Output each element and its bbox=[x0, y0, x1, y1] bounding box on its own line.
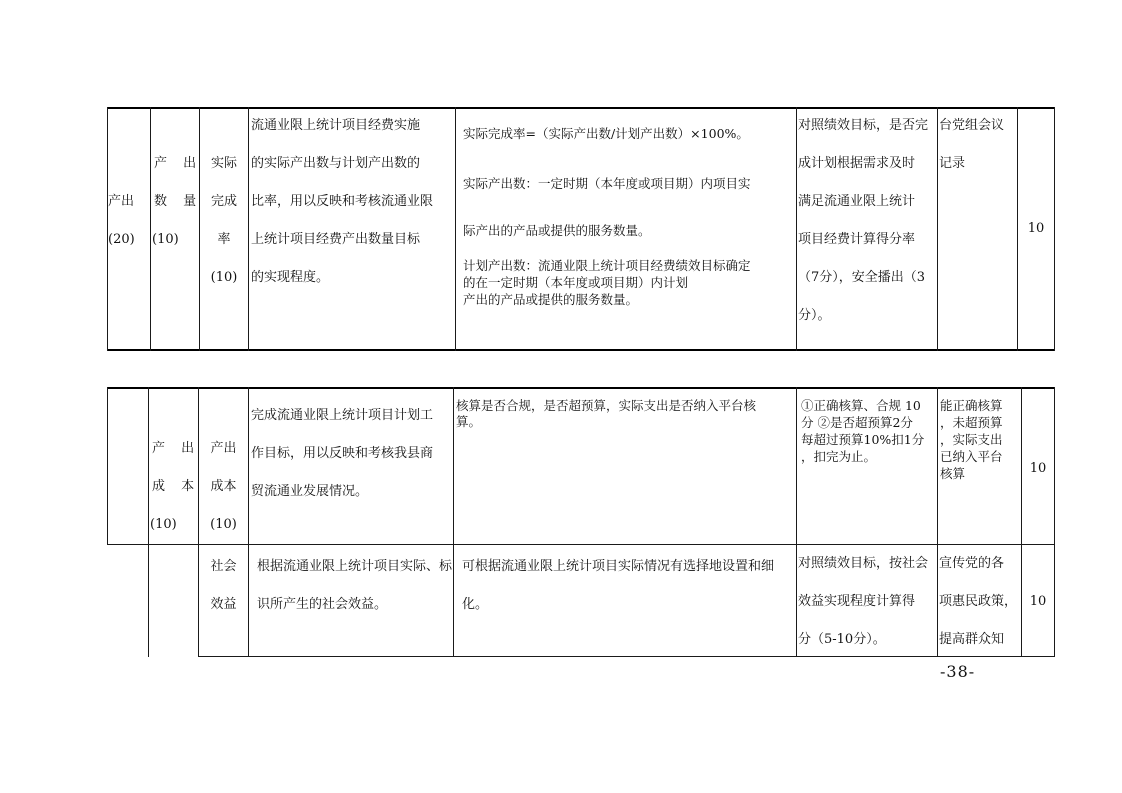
score-value: 10 bbox=[1027, 221, 1045, 236]
table1-col-line bbox=[248, 107, 249, 351]
cost-label-line: 成 本 bbox=[152, 479, 201, 494]
table1-bottom-border bbox=[107, 349, 1055, 351]
social-indicator-line: 社会 bbox=[210, 559, 237, 574]
scoring-standard: （7分），安全播出（3 bbox=[798, 270, 926, 285]
scoring-standard: 满足流通业限上统计 bbox=[798, 194, 916, 209]
table2-col-line bbox=[107, 387, 108, 545]
table1-col-line bbox=[937, 107, 938, 351]
scoring-standard: 对照绩效目标，是否完 bbox=[798, 118, 929, 133]
cost-formula: 核算是否合规，是否超预算，实际支出是否纳入平台核 bbox=[456, 398, 757, 413]
table1-col-line bbox=[199, 107, 200, 351]
formula-text: 实际完成率=（实际产出数/计划产出数）×100%。 bbox=[463, 126, 749, 141]
cost-standard: ，扣完为止。 bbox=[801, 449, 877, 464]
indicator-description: 的实现程度。 bbox=[251, 270, 330, 285]
social-formula: 可根据流通业限上统计项目实际情况有选择地设置和细 bbox=[462, 559, 775, 574]
table2-col-line bbox=[796, 387, 797, 657]
cost-indicator-line: 产出 bbox=[210, 441, 237, 456]
cost-evidence: ，实际支出 bbox=[940, 432, 1003, 447]
cost-formula: 算。 bbox=[456, 414, 482, 429]
scoring-standard: 项目经费计算得分率 bbox=[798, 232, 916, 247]
table2-col-line bbox=[148, 387, 149, 657]
indicator-description: 上统计项目经费产出数量目标 bbox=[251, 232, 421, 247]
table2-col-line bbox=[453, 387, 454, 657]
scoring-standard: 成计划根据需求及时 bbox=[798, 156, 916, 171]
table1-col-line bbox=[107, 107, 108, 351]
page-number: -38- bbox=[940, 662, 976, 681]
formula-text: 实际产出数：一定时期（本年度或项目期）内项目实 bbox=[463, 176, 751, 191]
indicator-score: (10) bbox=[210, 270, 238, 285]
cost-standard: ①正确核算、合规 10 bbox=[801, 398, 921, 413]
cost-score-value: 10 bbox=[1029, 461, 1047, 476]
social-score-value: 10 bbox=[1029, 594, 1047, 609]
social-evidence: 项惠民政策， bbox=[939, 594, 1018, 609]
formula-text: 的在一定时期（本年度或项目期）内计划 bbox=[463, 275, 689, 290]
table2-col-line bbox=[248, 387, 249, 657]
cost-evidence: 能正确核算 bbox=[940, 398, 1003, 413]
cost-label-line: 产 出 bbox=[152, 441, 201, 456]
social-standard: 效益实现程度计算得 bbox=[798, 594, 916, 609]
cost-indicator-line: 成本 bbox=[210, 479, 237, 494]
social-formula: 化。 bbox=[462, 597, 489, 612]
indicator-description: 比率，用以反映和考核流通业限 bbox=[251, 194, 434, 209]
indicator-description: 流通业限上统计项目经费实施 bbox=[251, 118, 421, 133]
social-standard: 对照绩效目标，按社会 bbox=[798, 556, 929, 571]
indicator-label-line: 率 bbox=[217, 232, 231, 247]
output-category-score: (20) bbox=[108, 232, 135, 247]
cost-evidence: 已纳入平台 bbox=[940, 449, 1003, 464]
cost-evidence: 核算 bbox=[940, 466, 966, 481]
scoring-standard: 分）。 bbox=[798, 308, 831, 323]
social-description: 识所产生的社会效益。 bbox=[257, 597, 388, 612]
social-evidence: 宣传党的各 bbox=[939, 556, 1005, 571]
table2-col-line bbox=[937, 387, 938, 657]
table1-col-line bbox=[150, 107, 151, 351]
cost-description: 作目标，用以反映和考核我县商 bbox=[251, 446, 434, 461]
table1-col-line bbox=[455, 107, 456, 351]
cost-evidence: ，未超预算 bbox=[940, 415, 1003, 430]
cost-standard: 每超过预算10%扣1分 bbox=[801, 432, 925, 447]
indicator-label-line: 完成 bbox=[210, 194, 237, 209]
social-indicator-line: 效益 bbox=[210, 597, 237, 612]
table1-col-line bbox=[796, 107, 797, 351]
output-category-label: 产出 bbox=[108, 194, 135, 209]
table1-col-line bbox=[1054, 107, 1055, 351]
cost-standard: 分 ②是否超预算2分 bbox=[801, 415, 913, 430]
table2-col-line bbox=[1021, 387, 1022, 657]
quantity-label-line: 数 量 bbox=[154, 194, 203, 209]
social-standard: 分（5-10分）。 bbox=[798, 632, 886, 647]
social-evidence: 提高群众知 bbox=[939, 632, 1005, 647]
formula-text: 际产出的产品或提供的服务数量。 bbox=[463, 223, 651, 238]
cost-description: 完成流通业限上统计项目计划工 bbox=[251, 408, 434, 423]
indicator-label-line: 实际 bbox=[210, 156, 237, 171]
indicator-description: 的实际产出数与计划产出数的 bbox=[251, 156, 421, 171]
evidence-text: 台党组会议 bbox=[939, 118, 1005, 133]
formula-text: 产出的产品或提供的服务数量。 bbox=[463, 292, 639, 307]
formula-text: 计划产出数：流通业限上统计项目经费绩效目标确定 bbox=[463, 258, 751, 273]
table2-col-line bbox=[1054, 387, 1055, 657]
table2-top-border bbox=[107, 387, 1055, 389]
table2-bottom-border bbox=[198, 656, 1055, 657]
cost-score: (10) bbox=[150, 517, 177, 532]
table2-row-divider bbox=[107, 544, 1055, 545]
social-description: 根据流通业限上统计项目实际、标 bbox=[257, 559, 453, 574]
evidence-text: 记录 bbox=[939, 156, 966, 171]
quantity-score: (10) bbox=[152, 232, 179, 247]
quantity-label-line: 产 出 bbox=[154, 156, 203, 171]
cost-description: 贸流通业发展情况。 bbox=[251, 484, 369, 499]
cost-indicator-score: (10) bbox=[210, 517, 237, 532]
table1-top-border bbox=[107, 107, 1055, 109]
